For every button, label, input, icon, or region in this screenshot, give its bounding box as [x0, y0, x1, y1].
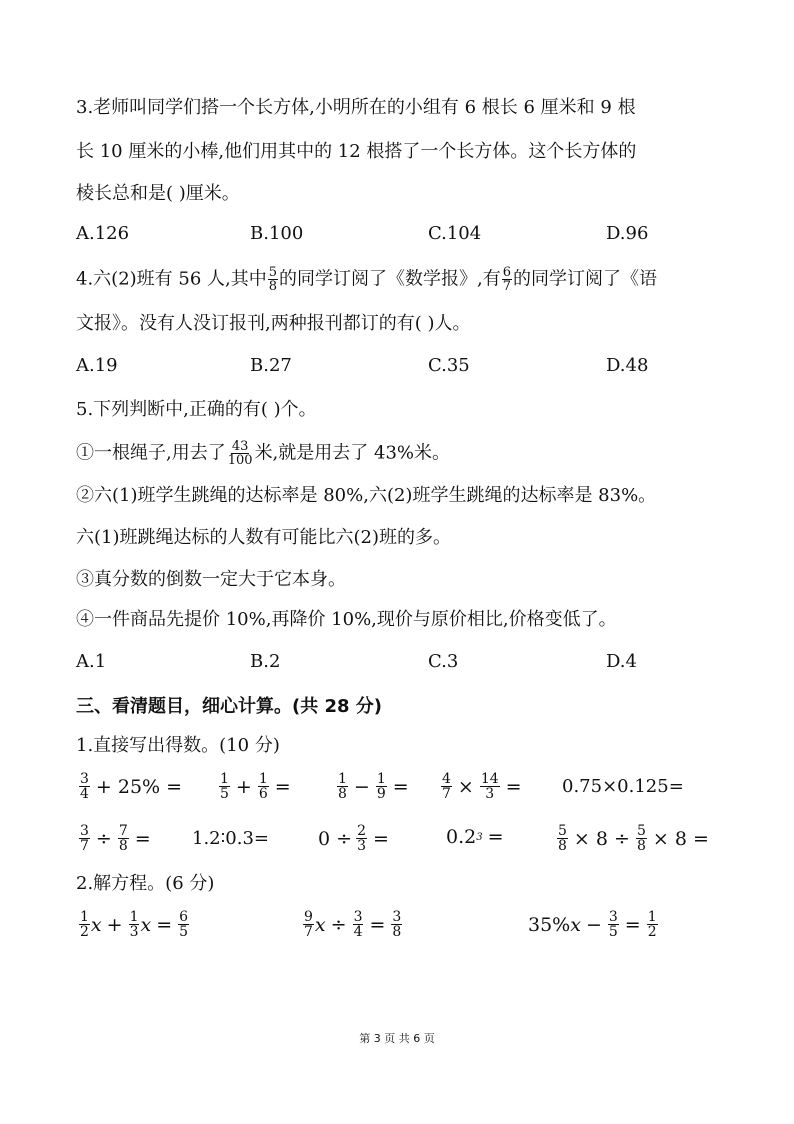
q5-option-a: A.1 [76, 651, 107, 672]
page-footer: 第 3 页 共 6 页 [359, 1032, 435, 1045]
calc-expression-6: $\frac{3}{7}$ ÷ $\frac{7}{8}$ = [80, 823, 151, 854]
q4-fraction-2: $\frac{6}{7}$ [502, 265, 512, 294]
equation-2: $\frac{9}{7}$ x ÷ $\frac{3}{4}$ = $\frac{3}{8}$ [304, 909, 402, 940]
q4-line-2: 文报》。没有人没订报刊,两种报刊都订的有( )人。 [76, 313, 471, 334]
calc-expression-5: 0.75×0.125= [562, 776, 684, 797]
calc-expression-10: $\frac{5}{8}$ × 8 ÷ $\frac{5}{8}$ × 8 = [558, 823, 709, 854]
section-3-sub-1: 1.直接写出得数。(10 分) [76, 735, 280, 756]
q4-text-part2: 的同学订阅了《数学报》,有 [279, 268, 501, 290]
calc-expression-4: $\frac{4}{7}$ × $\frac{14}{3}$ = [442, 771, 522, 802]
q5-statement-2-line-2: 六(1)班跳绳达标的人数有可能比六(2)班的多。 [76, 527, 451, 548]
q3-line-2: 长 10 厘米的小棒,他们用其中的 12 根搭了一个长方体。这个长方体的 [76, 141, 637, 162]
q5-statement-2-line-1: ②六(1)班学生跳绳的达标率是 80%,六(2)班学生跳绳的达标率是 83%。 [76, 485, 657, 506]
q3-option-d: D.96 [606, 223, 649, 244]
q4-option-a: A.19 [76, 355, 118, 376]
q5-fraction: $\frac{43}{100}$ [227, 439, 253, 468]
calc-expression-9: 0.2 3 = [446, 826, 504, 848]
q5-option-d: D.4 [606, 651, 637, 672]
calc-expression-8: 0 ÷ $\frac{2}{3}$ = [318, 823, 389, 854]
q4-option-b: B.27 [250, 355, 292, 376]
q3-line-1: 3.老师叫同学们搭一个长方体,小明所在的小组有 6 根长 6 厘米和 9 根 [76, 97, 636, 118]
q4-option-c: C.35 [428, 355, 470, 376]
q4-option-d: D.48 [606, 355, 649, 376]
q5-option-c: C.3 [428, 651, 459, 672]
calc-expression-3: $\frac{1}{8}$ − $\frac{1}{9}$ = [338, 771, 409, 802]
q3-option-c: C.104 [428, 223, 482, 244]
q5-statement-1: ①一根绳子,用去了 $\frac{43}{100}$ 米,就是用去了 43%米。 [76, 439, 451, 468]
equation-1: $\frac{1}{2}$ x + $\frac{1}{3}$ x = $\frac{6}{5}$ [80, 909, 189, 940]
q4-fraction-1: $\frac{5}{8}$ [268, 265, 278, 294]
q5-statement-3: ③真分数的倒数一定大于它本身。 [76, 569, 346, 590]
q4-line-1 [76, 266, 657, 293]
calc-expression-7: 1.2∶0.3= [192, 828, 270, 849]
equation-3: 35% x − $\frac{3}{5}$ = $\frac{1}{2}$ [528, 909, 657, 940]
q5-option-b: B.2 [250, 651, 281, 672]
section-3-heading: 三、看清题目，细心计算。(共 28 分) [76, 696, 383, 717]
q3-option-a: A.126 [76, 223, 130, 244]
q4-text-part1: 4.六(2)班有 56 人,其中 [76, 268, 267, 290]
calc-expression-1: $\frac{3}{4}$ + 25% = [80, 771, 183, 802]
calc-expression-2: $\frac{1}{5}$ + $\frac{1}{6}$ = [220, 771, 291, 802]
q5-stem: 5.下列判断中,正确的有( )个。 [76, 399, 317, 420]
q4-text-part3: 的同学订阅了《语 [513, 268, 658, 290]
q3-line-3: 棱长总和是( )厘米。 [76, 183, 240, 204]
q3-option-b: B.100 [250, 223, 304, 244]
section-3-sub-2: 2.解方程。(6 分) [76, 873, 215, 894]
q5-statement-4: ④一件商品先提价 10%,再降价 10%,现价与原价相比,价格变低了。 [76, 609, 617, 630]
